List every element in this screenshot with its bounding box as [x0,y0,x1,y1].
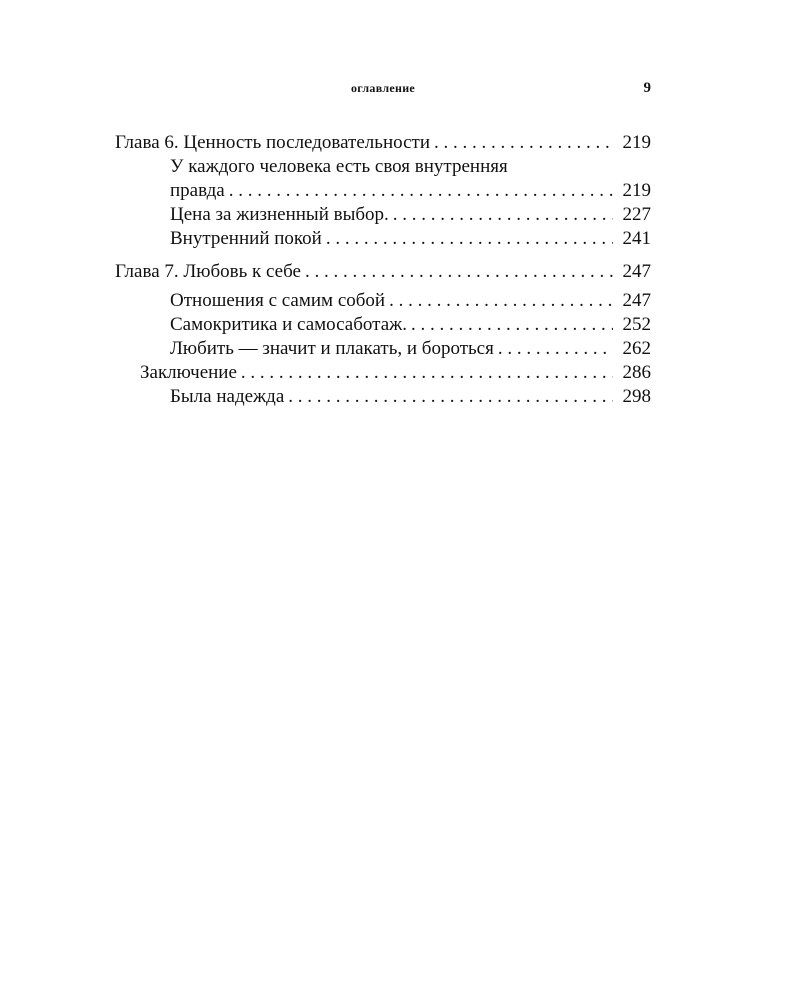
toc-entry-title: Глава 7. Любовь к себе [115,261,301,282]
toc-entry-self-relationship[interactable] [115,289,651,313]
toc-entry-there-was-hope[interactable] [115,385,651,409]
table-of-contents [115,131,651,409]
toc-entry-page: 247 [622,290,651,311]
dot-leader [288,385,613,409]
toc-entry-title: Цена за жизненный выбор. [170,204,389,225]
dot-leader [229,179,613,203]
toc-entry-title: Заключение [140,362,237,383]
toc-entry-title: Самокритика и самосаботаж. [170,314,407,335]
dot-leader [389,289,613,313]
toc-entry-inner-peace[interactable] [115,227,651,251]
toc-entry-page: 262 [622,338,651,359]
toc-entry-title: Глава 6. Ценность последовательности [115,132,430,153]
toc-entry-page: 219 [622,180,651,201]
dot-leader [411,313,613,337]
toc-entry-page: 241 [622,228,651,249]
toc-entry-page: 298 [622,386,651,407]
running-header-title: оглавление [350,81,416,95]
toc-entry-page: 227 [622,204,651,225]
toc-entry-title-first-line: У каждого человека есть своя внутренняя [170,156,508,177]
toc-entry-title: Внутренний покой [170,228,322,249]
toc-entry-conclusion[interactable] [115,361,651,385]
toc-entry-title: Отношения с самим собой [170,290,386,311]
toc-entry-price-of-choice[interactable] [115,203,651,227]
toc-entry-chapter-7[interactable] [115,260,651,284]
toc-entry-chapter-6[interactable] [115,131,651,155]
toc-entry-inner-truth[interactable] [115,179,651,203]
running-header [115,80,651,100]
toc-entry-love-means[interactable] [115,337,651,361]
toc-entry-page: 219 [622,132,651,153]
dot-leader [498,337,613,361]
toc-entry-title: Была надежда [170,386,285,407]
dot-leader [393,203,613,227]
toc-entry-page: 247 [622,261,651,282]
dot-leader [241,361,613,385]
toc-entry-self-criticism[interactable] [115,313,651,337]
toc-entry-title: правда [170,180,225,201]
dot-leader [434,131,613,155]
dot-leader [326,227,613,251]
toc-entry-title: Любить — значит и плакать, и бороться [170,338,494,359]
dot-leader [305,260,613,284]
toc-entry-page: 252 [622,314,651,335]
toc-entry-page: 286 [622,362,651,383]
page-number: 9 [643,80,651,96]
